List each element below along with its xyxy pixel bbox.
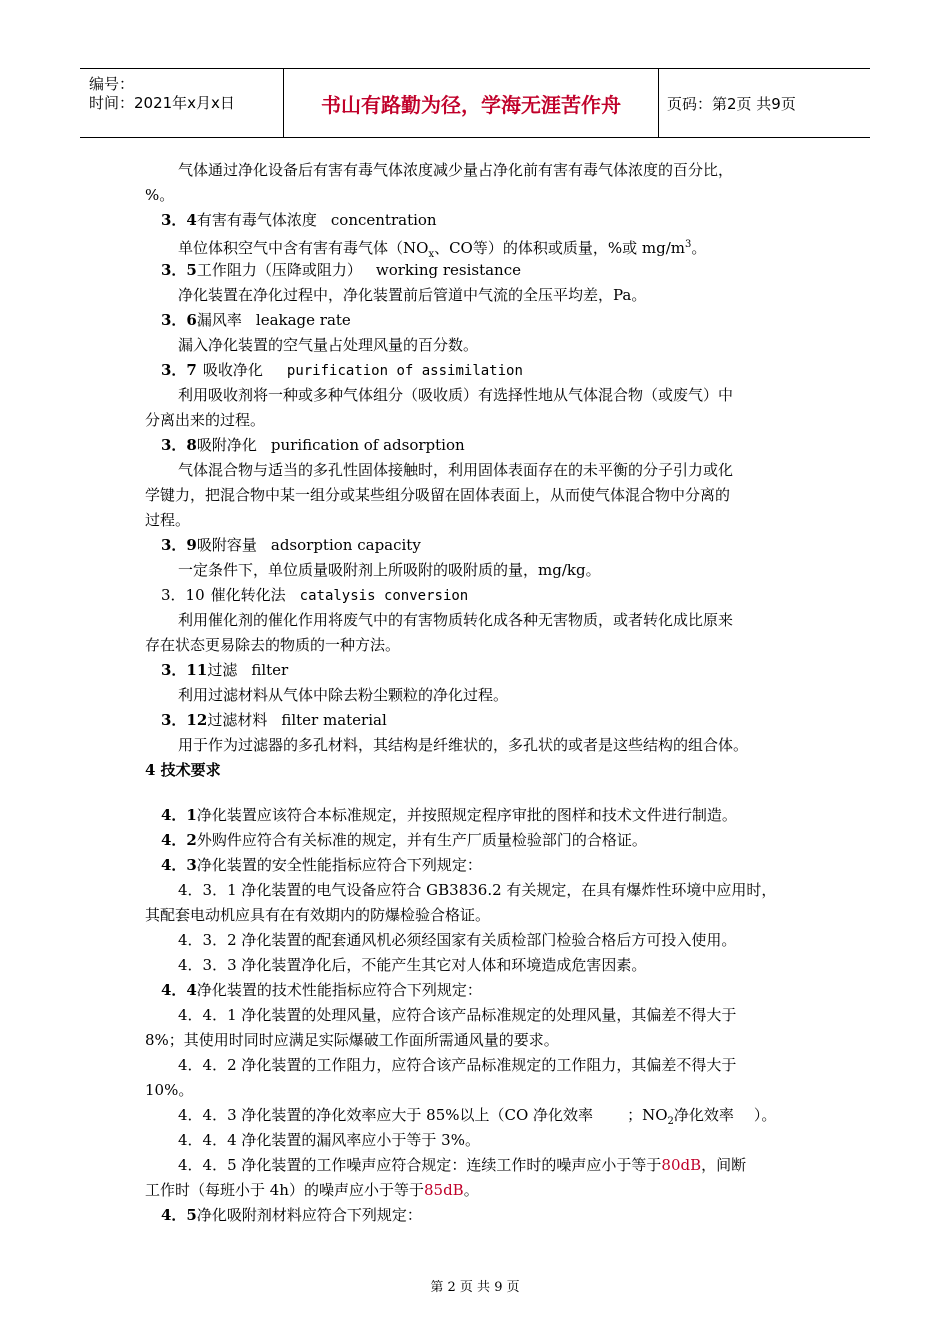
header-left-cell <box>80 69 284 137</box>
paragraph-line: 用于作为过滤器的多孔材料，其结构是纤维状的，多孔状的或者是这些结构的组合体。 <box>178 736 749 754</box>
clause-4-3-2: 4．3．2 净化装置的配套通风机必须经国家有关质检部门检验合格后方可投入使用。 <box>178 931 737 949</box>
paragraph-line: 利用吸收剂将一种或多种气体组分（吸收质）有选择性地从气体混合物（或废气）中 <box>178 386 734 404</box>
page-footer: 第 2 页 共 9 页 <box>430 1280 520 1295</box>
header-motto: 书山有路勤为径，学海无涯苦作舟 <box>284 69 659 137</box>
paragraph-line: 过程。 <box>145 511 191 529</box>
paragraph-line: 8%；其使用时同时应满足实际爆破工作面所需通风量的要求。 <box>145 1031 559 1049</box>
paragraph-line: 存在状态更易除去的物质的一种方法。 <box>145 636 401 654</box>
paragraph-line: 工作时（每班小于 4h）的噪声应小于等于85dB。 <box>145 1181 479 1199</box>
paragraph-line: 漏入净化装置的空气量占处理风量的百分数。 <box>178 336 479 354</box>
clause-4-4-2: 4．4．2 净化装置的工作阻力，应符合该产品标准规定的工作阻力，其偏差不得大于 <box>178 1056 737 1074</box>
paragraph-line: 利用催化剂的催化作用将废气中的有害物质转化成各种无害物质，或者转化成比原来 <box>178 611 734 629</box>
header-page-label: 页码：第2页 共9页 <box>667 94 796 113</box>
section-3-4-heading: 3．4有害有毒气体浓度 concentration <box>161 211 437 229</box>
clause-4-3: 4．3净化装置的安全性能指标应符合下列规定： <box>161 856 482 874</box>
paragraph-line: 单位体积空气中含有害有毒气体（$NO_x$、CO等）的体积或质量，%或 $mg/m^3$。 <box>178 239 707 260</box>
section-3-8-heading: 3．8吸附净化 purification of adsorption <box>161 436 465 454</box>
paragraph-line: 分离出来的过程。 <box>145 411 266 429</box>
paragraph-line: 学键力，把混合物中某一组分或某些组分吸留在固体表面上，从而使气体混合物中分离的 <box>145 486 731 504</box>
clause-4-1: 4．1净化装置应该符合本标准规定，并按照规定程序审批的图样和技术文件进行制造。 <box>161 806 737 824</box>
paragraph-line: 10%。 <box>145 1081 194 1099</box>
section-3-11-heading: 3．11过滤 filter <box>161 661 289 679</box>
section-3-12-heading: 3．12过滤材料 filter material <box>161 711 387 729</box>
header-table <box>80 68 870 138</box>
clause-4-4-1: 4．4．1 净化装置的处理风量，应符合该产品标准规定的处理风量，其偏差不得大于 <box>178 1006 737 1024</box>
clause-4-3-1: 4．3．1 净化装置的电气设备应符合 GB3836.2 有关规定，在具有爆炸性环境中应用时， <box>178 881 777 899</box>
section-3-6-heading: 3．6漏风率 leakage rate <box>161 311 351 329</box>
clause-4-4: 4．4净化装置的技术性能指标应符合下列规定： <box>161 981 482 999</box>
section-4-heading: 4 技术要求 <box>145 761 221 779</box>
paragraph-line: 利用过滤材料从气体中除去粉尘颗粒的净化过程。 <box>178 686 509 704</box>
number-label: 编号： <box>89 75 135 93</box>
clause-4-3-3: 4．3．3 净化装置净化后，不能产生其它对人体和环境造成危害因素。 <box>178 956 647 974</box>
paragraph-line: 气体混合物与适当的多孔性固体接触时，利用固体表面存在的未平衡的分子引力或化 <box>178 461 734 479</box>
clause-4-4-4: 4．4．4 净化装置的漏风率应小于等于 3%。 <box>178 1131 480 1149</box>
section-3-5-heading: 3．5工作阻力（压降或阻力） working resistance <box>161 261 521 279</box>
paragraph-line: 一定条件下，单位质量吸附剂上所吸附的吸附质的量，mg/kg。 <box>178 561 601 579</box>
section-3-10-heading: 3．10 催化转化法 catalysis conversion <box>161 586 469 604</box>
paragraph-line: 净化装置在净化过程中，净化装置前后管道中气流的全压平均差，Pa。 <box>178 286 647 304</box>
date-label: 时间：2021年x月x日 <box>89 94 235 112</box>
clause-4-4-5: 4．4．5 净化装置的工作噪声应符合规定：连续工作时的噪声应小于等于80dB，间断 <box>178 1156 747 1174</box>
clause-4-2: 4．2外购件应符合有关标准的规定，并有生产厂质量检验部门的合格证。 <box>161 831 647 849</box>
paragraph-line: 其配套电动机应具有在有效期内的防爆检验合格证。 <box>145 906 491 924</box>
section-3-9-heading: 3．9吸附容量 adsorption capacity <box>161 536 421 554</box>
clause-4-4-3: 4．4．3 净化装置的净化效率应大于 85%以上（CO 净化效率 ；$NO_2$净化效率 ）。 <box>178 1106 777 1127</box>
paragraph-line: 气体通过净化设备后有害有毒气体浓度减少量占净化前有害有毒气体浓度的百分比， <box>178 161 734 179</box>
clause-4-5: 4．5净化吸附剂材料应符合下列规定： <box>161 1206 422 1224</box>
paragraph-line: %。 <box>145 186 175 204</box>
section-3-7-heading: 3．7 吸收净化 purification of assimilation <box>161 361 523 379</box>
